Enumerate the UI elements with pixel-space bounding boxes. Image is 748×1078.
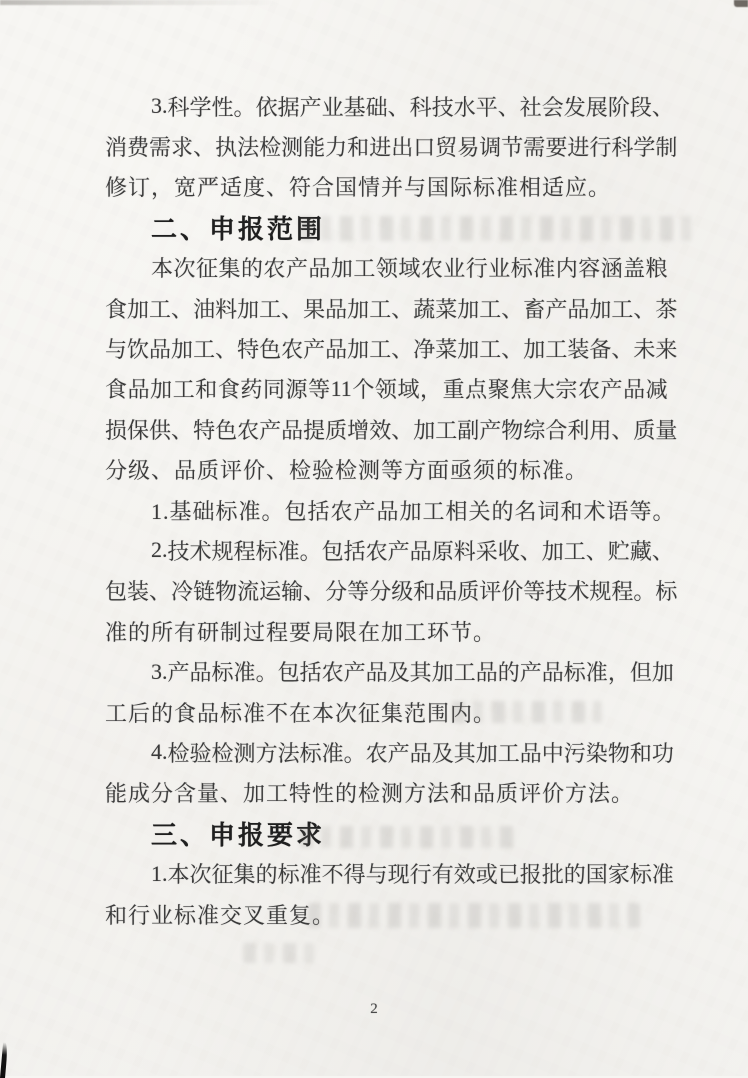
scan-edge-smudge	[0, 0, 280, 5]
body-line: 修订，宽严适度、符合国情并与国际标准相适应。	[105, 175, 612, 201]
body-line: 1. 本 次 征 集 的 标 准 不 得 与 现 行 有 效 或 已 报 批 的 国 家 标 准	[151, 860, 674, 888]
heading-shenbao-fanwei: 二、申报范围	[151, 213, 326, 244]
body-line: 4. 检 验 检 测 方 法 标 准 。 农 产 品 及 其 加 工 品 中 污 染 物 和 功	[151, 739, 674, 766]
body-line: 食 品 加 工 和 食 药 同 源 等 11 个 领 域 ， 重 点 聚 焦 大 宗 农 产 品 减	[105, 375, 668, 403]
heading-shenbao-yaoqiu: 三、申报要求	[151, 819, 326, 850]
body-line: 能成分含量、加工特性的检测方法和品质评价方法。	[105, 781, 635, 807]
body-line: 3. 科 学 性 。 依 据 产 业 基 础 、 科 技 水 平 、 社 会 发 展 阶 段 、	[151, 93, 674, 120]
body-line: 本 次 征 集 的 农 产 品 加 工 领 域 农 业 行 业 标 准 内 容 涵 盖 粮	[151, 256, 668, 282]
document-body	[105, 86, 678, 934]
page-number: 2	[370, 1001, 378, 1017]
body-line: 包 装 、 冷 链 物 流 运 输 、 分 等 分 级 和 品 质 评 价 等 技 术 规 程 。 标	[105, 579, 678, 605]
body-line: 与 饮 品 加 工 、 特 色 农 产 品 加 工 、 净 菜 加 工 、 加 工 装 备 、 未 来	[105, 337, 678, 363]
body-line: 食 加 工 、 油 料 加 工 、 果 品 加 工 、 蔬 菜 加 工 、 畜 产 品 加 工 、 茶	[105, 296, 678, 322]
body-line: 损 保 供 、 特 色 农 产 品 提 质 增 效 、 加 工 副 产 物 综 合 利 用 、 质 量	[105, 417, 678, 443]
scan-edge-mark	[734, 0, 748, 7]
body-line: 2. 技 术 规 程 标 准 。 包 括 农 产 品 原 料 采 收 、 加 工 、 贮 藏 、	[151, 537, 674, 564]
body-line: 消 费 需 求 、 执 法 检 测 能 力 和 进 出 口 贸 易 调 节 需 要 进 行 科 学 制	[105, 135, 678, 161]
body-line: 工后的食品标准不在本次征集范围内。	[105, 700, 497, 726]
body-line: 准的所有研制过程要局限在加工环节。	[105, 619, 497, 645]
body-line: 3. 产 品 标 准 。 包 括 农 产 品 及 其 加 工 品 的 产 品 标 准 ， 但 加	[151, 658, 674, 686]
body-line: 和行业标准交叉重复。	[105, 902, 336, 928]
page-edge-shadow	[0, 1042, 8, 1078]
body-line: 分级、品质评价、检验检测等方面亟须的标准。	[105, 458, 589, 484]
bleedthrough-artifact	[243, 943, 317, 963]
body-line: 1.基础标准。包括农产品加工相关的名词和术语等。	[151, 498, 676, 524]
